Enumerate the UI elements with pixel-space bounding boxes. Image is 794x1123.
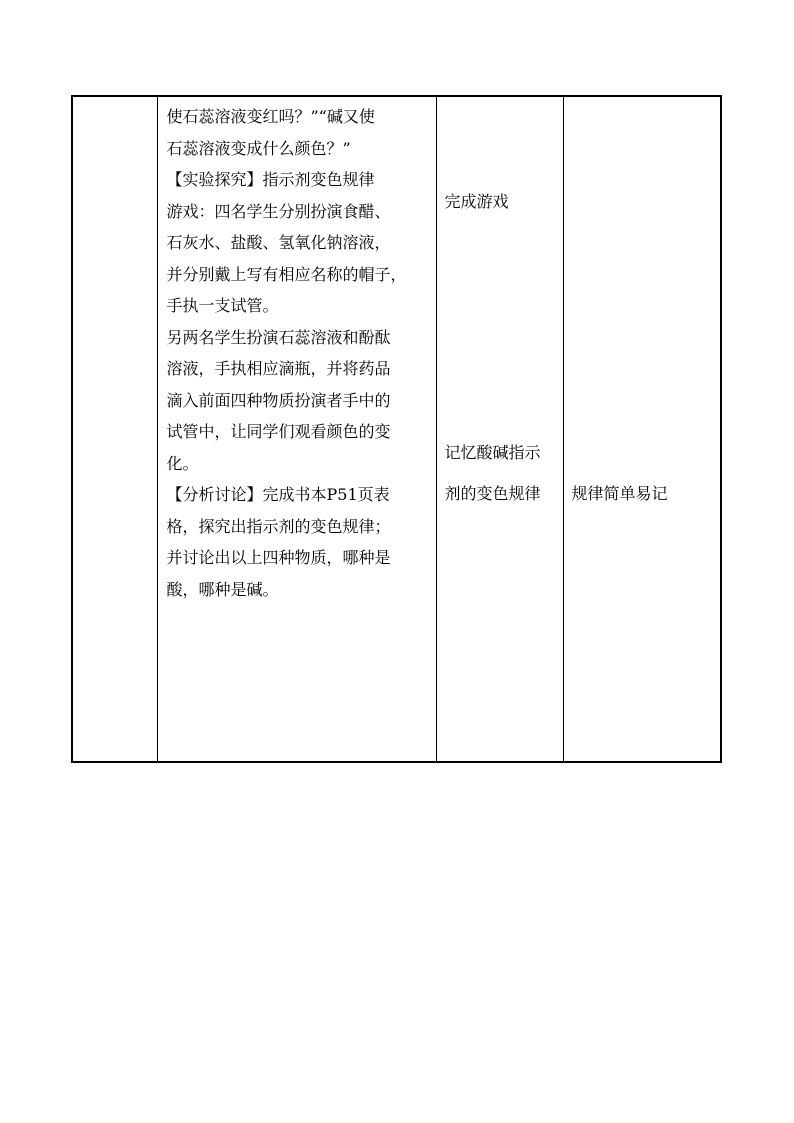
text-line: 游戏：四名学生分别扮演食醋、 (166, 201, 391, 221)
stage-cell (72, 96, 157, 762)
text-line: 石灰水、盐酸、氢氧化钠溶液， (166, 233, 391, 252)
text-line: 另两名学生扮演石蕊溶液和酚酞 (166, 327, 391, 347)
teacher-activity-cell (157, 96, 436, 762)
text-line: 试管中，让同学们观看颜色的变 (166, 422, 391, 441)
design-intent-text: 规律简单易记 (571, 484, 668, 503)
text-line: 滴入前面四种物质扮演者手中的 (166, 390, 391, 410)
teacher-activity-text (158, 97, 436, 605)
text-line: 【实验探究】指示剂变色规律 (166, 170, 375, 189)
table-row (72, 96, 721, 762)
text-line: 使石蕊溶液变红吗？”“碱又使 (166, 107, 375, 126)
text-line: 酸，哪种是碱。 (166, 579, 279, 599)
student-activity-memorize-line1: 记忆酸碱指示 (444, 443, 541, 462)
text-line: 化。 (166, 453, 199, 473)
text-line: 溶液，手执相应滴瓶，并将药品 (166, 359, 391, 378)
student-activity-game: 完成游戏 (444, 192, 509, 211)
student-activity-cell (436, 96, 563, 762)
text-line: 【分析讨论】完成书本P51页表 (166, 485, 390, 504)
text-line: 手执一支试管。 (166, 296, 279, 315)
text-line: 并讨论出以上四种物质，哪种是 (166, 548, 391, 567)
design-intent-cell (563, 96, 721, 762)
text-line: 格，探究出指示剂的变色规律； (166, 516, 391, 536)
text-line: 并分别戴上写有相应名称的帽子， (166, 264, 407, 284)
text-line: 石蕊溶液变成什么颜色？” (166, 138, 351, 158)
student-activity-memorize-line2: 剂的变色规律 (444, 484, 541, 503)
lesson-plan-table (71, 95, 722, 763)
